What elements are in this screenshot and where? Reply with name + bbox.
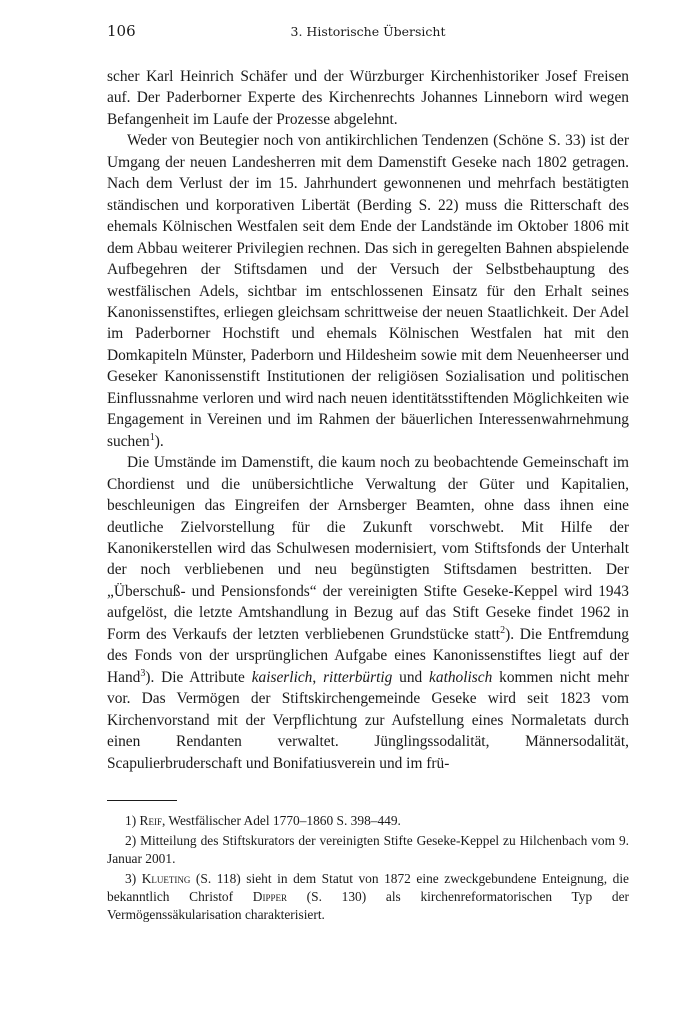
separator: , <box>312 668 324 686</box>
paragraph-2-text: Weder von Beutegier noch von antikirchlichen Tendenzen (Schöne S. 33) ist der Umgang der neuen Landesherren mit dem Damenstift Geseke nach 1802 getragen. Nach dem Verlust der im 15. Jahrhundert gewonnenen und mehrfach bestätigten ständischen und korporativen Libertät (Berding S. 22) muss die Ritterschaft des ehemals Kölnischen Westfalen seit dem Ende der Landstände im Oktober 1806 mit dem Abbau weiterer Privilegien rechnen. Das sich in geregelten Bahnen abspielende Aufbegehren der Stiftsdamen und der Versuch der Selbstbehauptung des westfälischen Adels, sichtbar im entschlossenen Einsatz für den Erhalt seines Kanonissenstiftes, erliegen gleichsam schrittweise der neuen Staatlichkeit. Der Adel im Paderborner Hochstift und ehemals Kölnischen Westfalen hat mit den Domkapiteln Münster, Paderborn und Hildesheim sowie mit dem Neuenheerser und Geseker Kanonissenstift Institutionen der religiösen Sozialisation und politischen Einflussnahme verloren und wird nach neuen identitätsstiftenden Möglichkeiten wie Engagement in Vereinen und im Rahmen der bäuerlichen Interessenwahrnehmung suchen <box>107 132 629 450</box>
footnote-author: Reif <box>139 813 162 828</box>
footnote-marker: 3) <box>125 871 137 886</box>
main-text <box>107 66 629 774</box>
separator: und <box>392 668 430 686</box>
paragraph-2-end: ). <box>154 432 164 450</box>
footnote-ref-1[interactable]: 1 <box>149 431 155 443</box>
footnote-1 <box>107 812 629 830</box>
footnote-text: (S. 118) sieht in dem Statut von 1872 eine zweckgebundene Enteignung, die bekanntlich Christof <box>107 871 629 904</box>
footnote-marker: 1) <box>125 813 137 828</box>
footnotes <box>107 812 629 926</box>
footnote-text: Mitteilung des Stiftskurators der vereinigten Stifte Geseke-Keppel zu Hilchenbach vom 9. Januar 2001. <box>107 833 629 866</box>
footnote-text: , Westfälischer Adel 1770–1860 S. 398–449. <box>161 813 401 828</box>
footnote-2 <box>107 832 629 868</box>
attribute-katholisch: katholisch <box>429 668 493 686</box>
footnote-author: Dipper <box>252 889 287 904</box>
footnote-marker: 2) <box>125 833 137 848</box>
paragraph-3-text-b: ). Die Entfremdung des Fonds von der ursprünglichen Aufgabe eines Kanonissenstiftes liegt auf der Hand <box>107 625 629 686</box>
paragraph-3-text-c: ). Die Attribute <box>145 668 252 686</box>
page-number: 106 <box>107 22 136 40</box>
paragraph-3 <box>107 452 629 774</box>
footnote-ref-3[interactable]: 3 <box>140 667 146 679</box>
footnote-divider <box>107 800 177 801</box>
footnote-3 <box>107 870 629 924</box>
paragraph-3-text-a: Die Umstände im Damenstift, die kaum noch zu beobachtende Gemeinschaft im Chordienst und die unübersichtliche Verwaltung der Güter und Kapitalien, beschleunigen das Eingreifen der Arnsberger Beamten, ohne dass ihnen eine deutliche Zielvorstellung für die Zukunft vorschwebt. Mit Hilfe der Kanonikerstellen wird das Schulwesen modernisiert, vom Stiftsfonds der Unterhalt der noch verbliebenen und neu begünstigten Stiftsdamen bestritten. Der „Überschuß- und Pensionsfonds“ der vereinigten Stifte Geseke-Keppel wird 1943 aufgelöst, die letzte Amtshandlung in Bezug auf das Stift Geseke findet 1962 in Form des Verkaufs der letzten verbliebenen Grundstücke statt <box>107 454 629 643</box>
paragraph-2 <box>107 130 629 452</box>
paragraph-1-text: scher Karl Heinrich Schäfer und der Würzburger Kirchenhistoriker Josef Freisen auf. Der Paderborner Experte des Kirchenrechts Johannes Linneborn wird wegen Befangenheit im Laufe der Prozesse abgelehnt. <box>107 68 629 128</box>
page-header <box>107 22 629 44</box>
footnote-ref-2[interactable]: 2 <box>500 624 506 636</box>
attribute-kaiserlich: kaiserlich <box>251 668 313 686</box>
footnote-text: (S. 130) als kirchenreformatorischen Typ der Vermögenssäkularisation charakterisiert. <box>107 889 629 922</box>
running-head: 3. Historische Übersicht <box>290 24 446 39</box>
attribute-ritterbuertig: ritterbürtig <box>323 668 393 686</box>
paragraph-1 <box>107 66 629 130</box>
footnote-author: Klueting <box>141 871 191 886</box>
paragraph-3-text-d: kommen nicht mehr vor. Das Vermögen der Stiftskirchengemeinde Geseke wird seit 1823 vom Kirchenvorstand mit der Verpflichtung zur Aufstellung eines Normaletats durch einen Rendanten verwaltet. Jünglingssodalität, Männersodalität, Scapulierbruderschaft und Bonifatiusverein und im frü- <box>107 668 629 772</box>
